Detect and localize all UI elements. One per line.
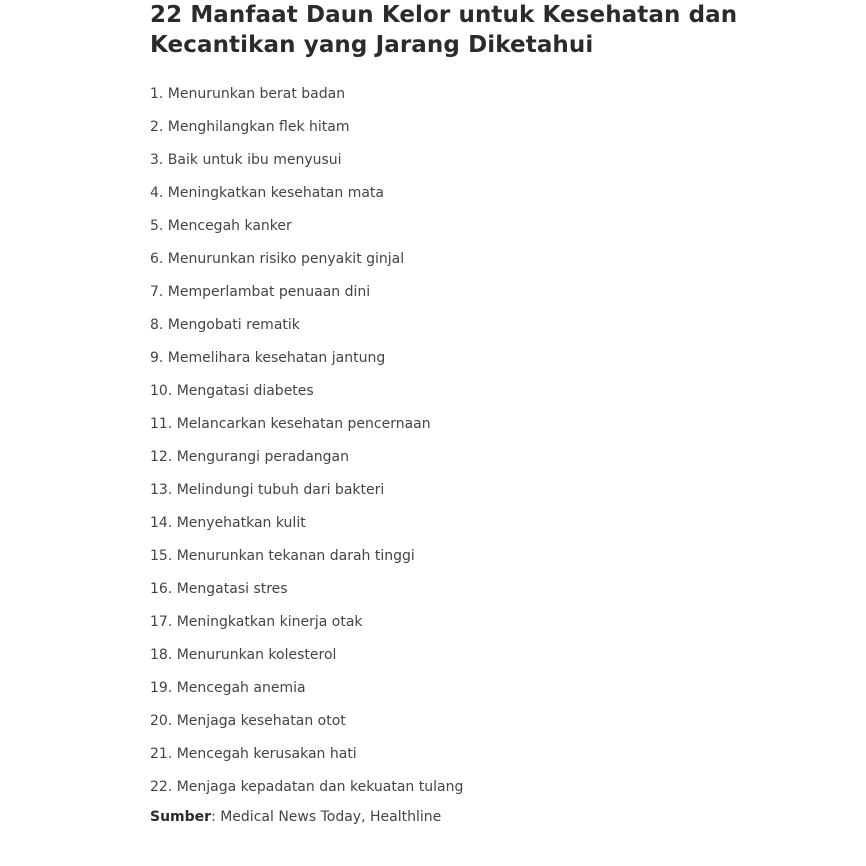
list-item: 8. Mengobati rematik — [150, 317, 300, 333]
source-label: Sumber — [150, 809, 212, 825]
list-item: 22. Menjaga kepadatan dan kekuatan tulang — [150, 779, 464, 795]
list-item: 11. Melancarkan kesehatan pencernaan — [150, 416, 431, 432]
list-item: 20. Menjaga kesehatan otot — [150, 713, 346, 729]
article-title-line-2: Kecantikan yang Jarang Diketahui — [150, 32, 594, 58]
list-item: 6. Menurunkan risiko penyakit ginjal — [150, 251, 405, 267]
benefits-list — [150, 85, 770, 796]
list-item: 14. Menyehatkan kulit — [150, 515, 306, 531]
list-item: 3. Baik untuk ibu menyusui — [150, 152, 342, 168]
article — [150, 0, 770, 826]
source-text: Medical News Today, Healthline — [215, 809, 442, 825]
list-item: 7. Memperlambat penuaan dini — [150, 284, 371, 300]
list-item: 19. Mencegah anemia — [150, 680, 306, 696]
list-item: 12. Mengurangi peradangan — [150, 449, 349, 465]
list-item: 2. Menghilangkan flek hitam — [150, 119, 350, 135]
list-item: 15. Menurunkan tekanan darah tinggi — [150, 548, 415, 564]
article-title — [150, 0, 770, 60]
list-item: 4. Meningkatkan kesehatan mata — [150, 185, 384, 201]
list-item: 10. Mengatasi diabetes — [150, 383, 314, 399]
list-item: 13. Melindungi tubuh dari bakteri — [150, 482, 385, 498]
list-item: 1. Menurunkan berat badan — [150, 86, 346, 102]
list-item: 21. Mencegah kerusakan hati — [150, 746, 357, 762]
article-title-line-1: 22 Manfaat Daun Kelor untuk Kesehatan dan — [150, 2, 738, 28]
list-item: 5. Mencegah kanker — [150, 218, 292, 234]
source-separator: : — [211, 809, 216, 825]
list-item: 16. Mengatasi stres — [150, 581, 288, 597]
list-item: 9. Memelihara kesehatan jantung — [150, 350, 386, 366]
list-item: 18. Menurunkan kolesterol — [150, 647, 337, 663]
source-line — [150, 808, 770, 826]
list-item: 17. Meningkatkan kinerja otak — [150, 614, 363, 630]
